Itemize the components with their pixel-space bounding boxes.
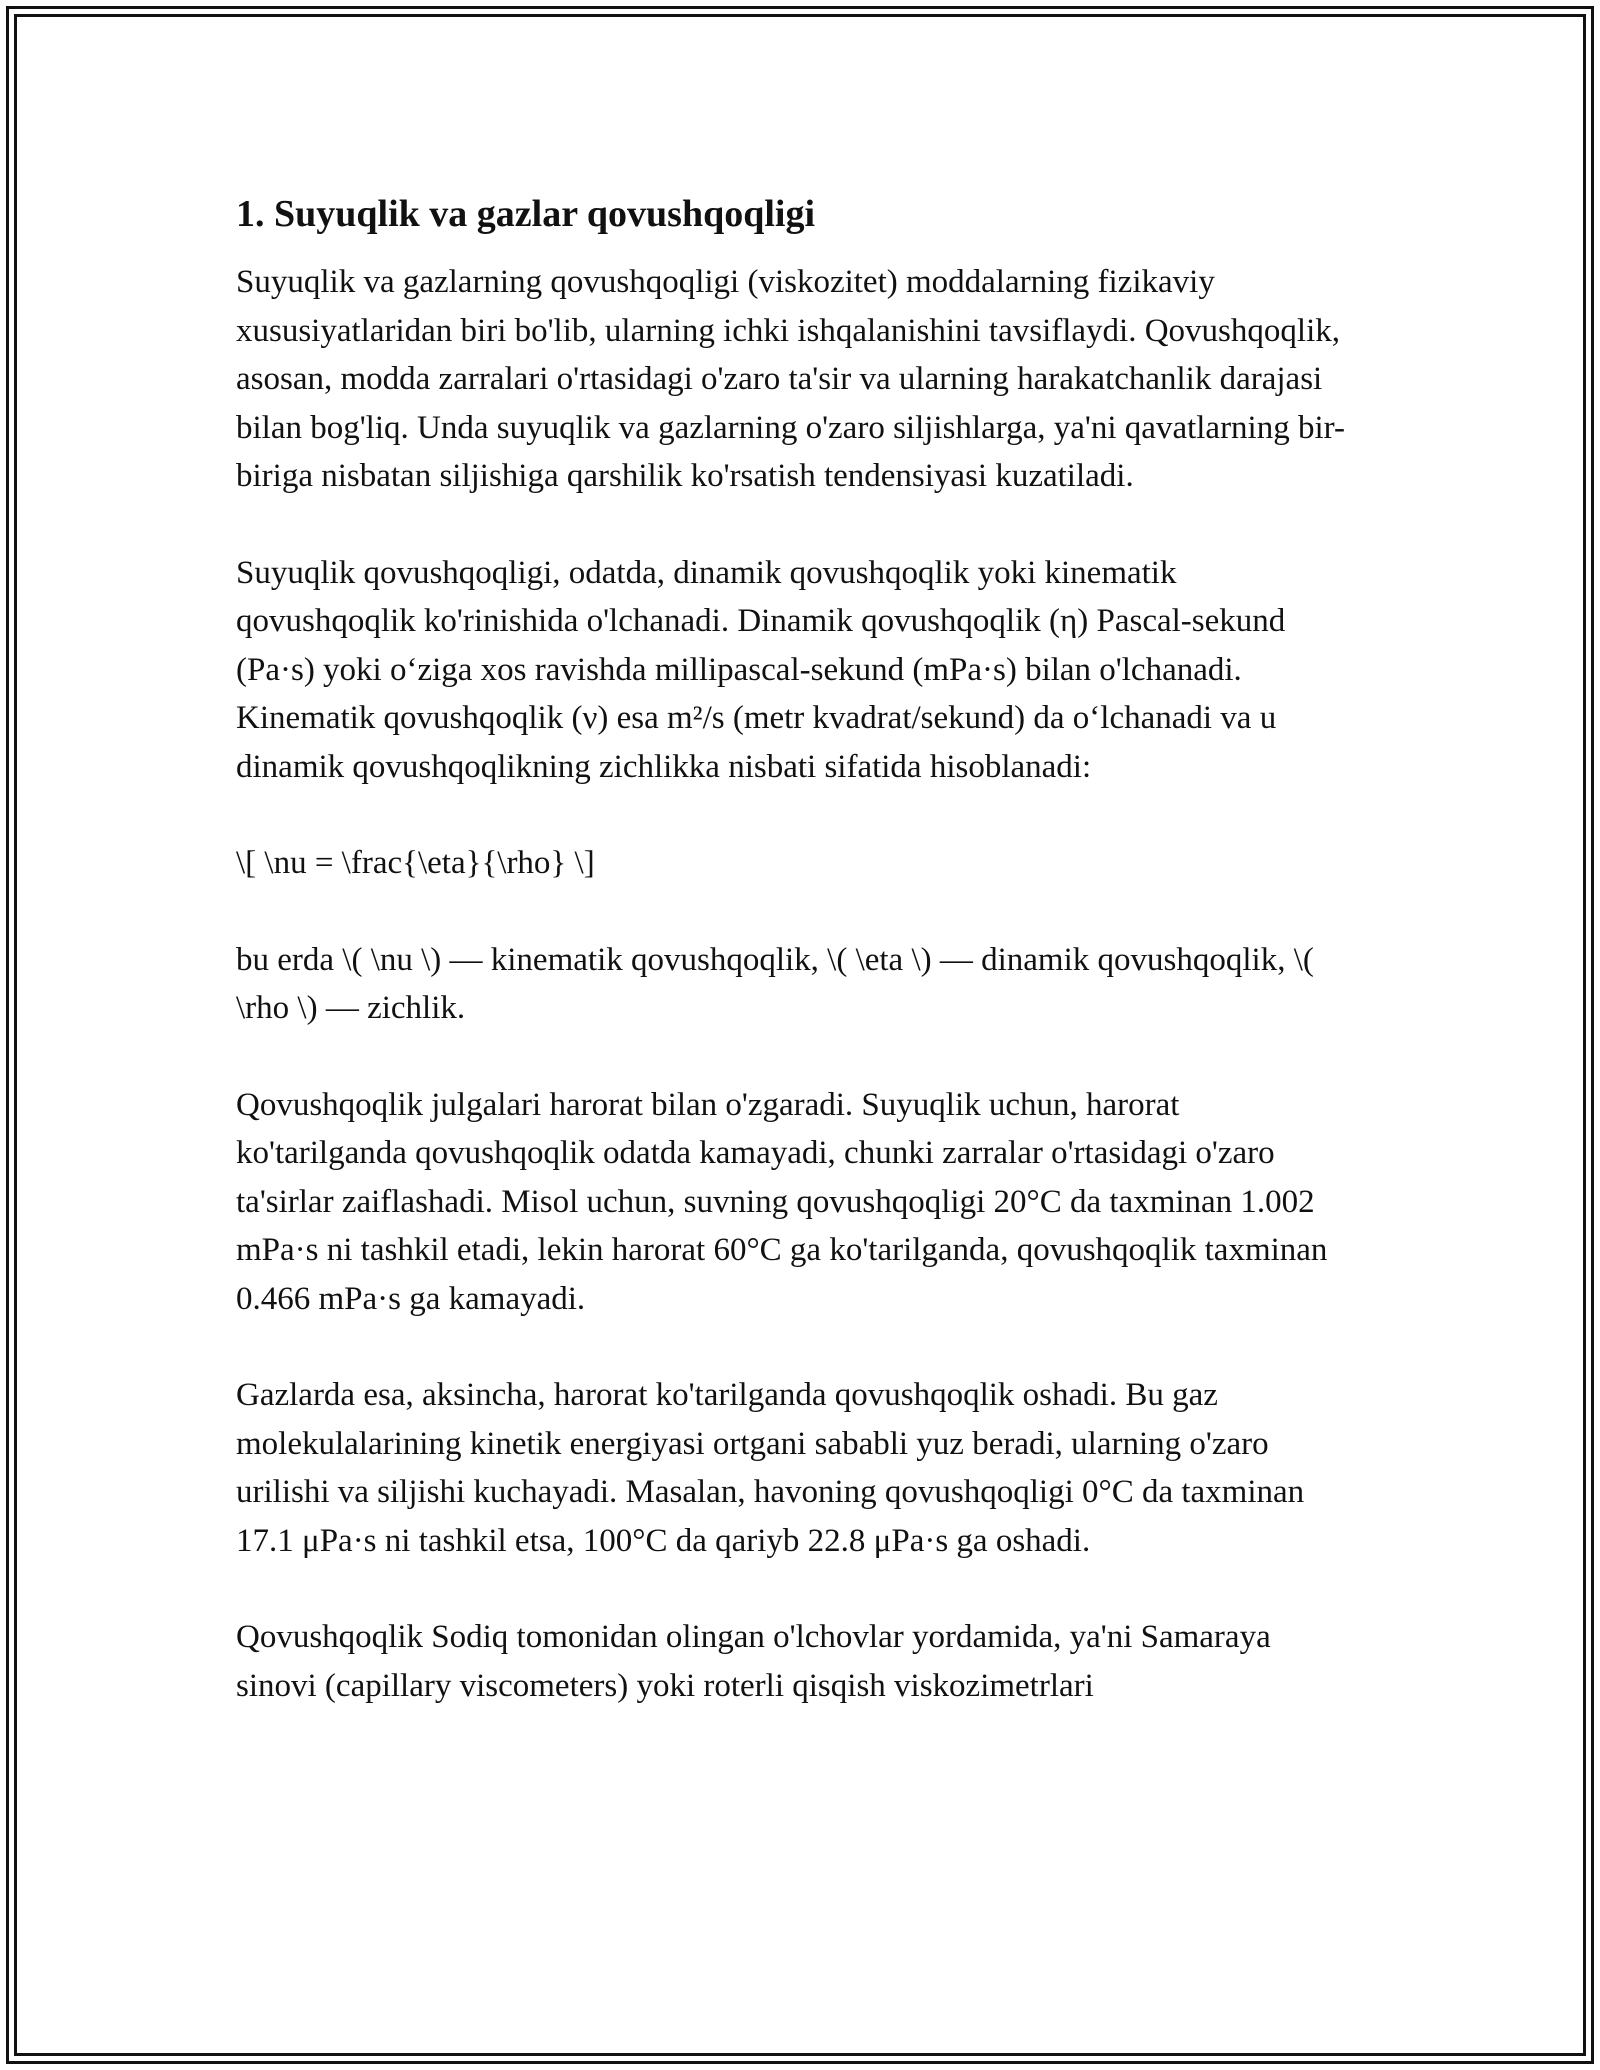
formula-line: \[ \nu = \frac{\eta}{\rho} \] <box>236 845 595 881</box>
paragraph-methods: Qovushqoqlik Sodiq tomonidan olingan o'lchovlar yordamida, ya'ni Samaraya sinovi (capillary viscometers) yoki roterli qisqish viskozimetrlari <box>236 1619 1271 1704</box>
paragraph-liquids-temperature: Qovushqoqlik julgalari harorat bilan o'zgaradi. Suyuqlik uchun, harorat ko'tarilganda qovushqoqlik odatda kamayadi, chunki zarralar o'rtasidagi o'zaro ta'sirlar zaiflashadi. Misol uchun, suvning qovushqoqligi 20°C da taxminan 1.002 mPa·s ni tashkil etadi, lekin harorat 60°C ga ko'tarilganda, qovushqoqlik taxminan 0.466 mPa·s ga kamayadi. <box>236 1086 1328 1317</box>
paragraph-gases-temperature: Gazlarda esa, aksincha, harorat ko'tarilganda qovushqoqlik oshadi. Bu gaz molekulalarining kinetik energiyasi ortgani sababli yuz beradi, ularning o'zaro urilishi va siljishi kuchayadi. Masalan, havoning qovushqoqligi 0°C da taxminan 17.1 μPa·s ni tashkil etsa, 100°C da qariyb 22.8 μPa·s ga oshadi. <box>236 1377 1305 1559</box>
paragraph-measurement: Suyuqlik qovushqoqligi, odatda, dinamik qovushqoqlik yoki kinematik qovushqoqlik ko'rinishida o'lchanadi. Dinamik qovushqoqlik (η) Pascal-sekund (Pa·s) yoki o‘ziga xos ravishda millipascal-sekund (mPa·s) bilan o'lchanadi. Kinematik qovushqoqlik (ν) esa m²/s (metr kvadrat/sekund) da o‘lchanadi va u dinamik qovushqoqlikning zichlikka nisbati sifatida hisoblanadi: <box>236 554 1286 785</box>
paragraph-intro: Suyuqlik va gazlarning qovushqoqligi (viskozitet) moddalarning fizikaviy xususiyatlaridan biri bo'lib, ularning ichki ishqalanishini tavsiflaydi. Qovushqoqlik, asosan, modda zarralari o'rtasidagi o'zaro ta'sir va ularning harakatchanlik darajasi bilan bog'liq. Unda suyuqlik va gazlarning o'zaro siljishlarga, ya'ni qavatlarning bir-biriga nisbatan siljishiga qarshilik ko'rsatish tendensiyasi kuzatiladi. <box>236 264 1345 494</box>
document-body <box>236 188 1356 1758</box>
paragraph-definitions: bu erda \( \nu \) — kinematik qovushqoqlik, \( \eta \) — dinamik qovushqoqlik, \( \rho \) — zichlik. <box>236 941 1314 1026</box>
section-heading: 1. Suyuqlik va gazlar qovushqoqligi <box>236 193 816 235</box>
